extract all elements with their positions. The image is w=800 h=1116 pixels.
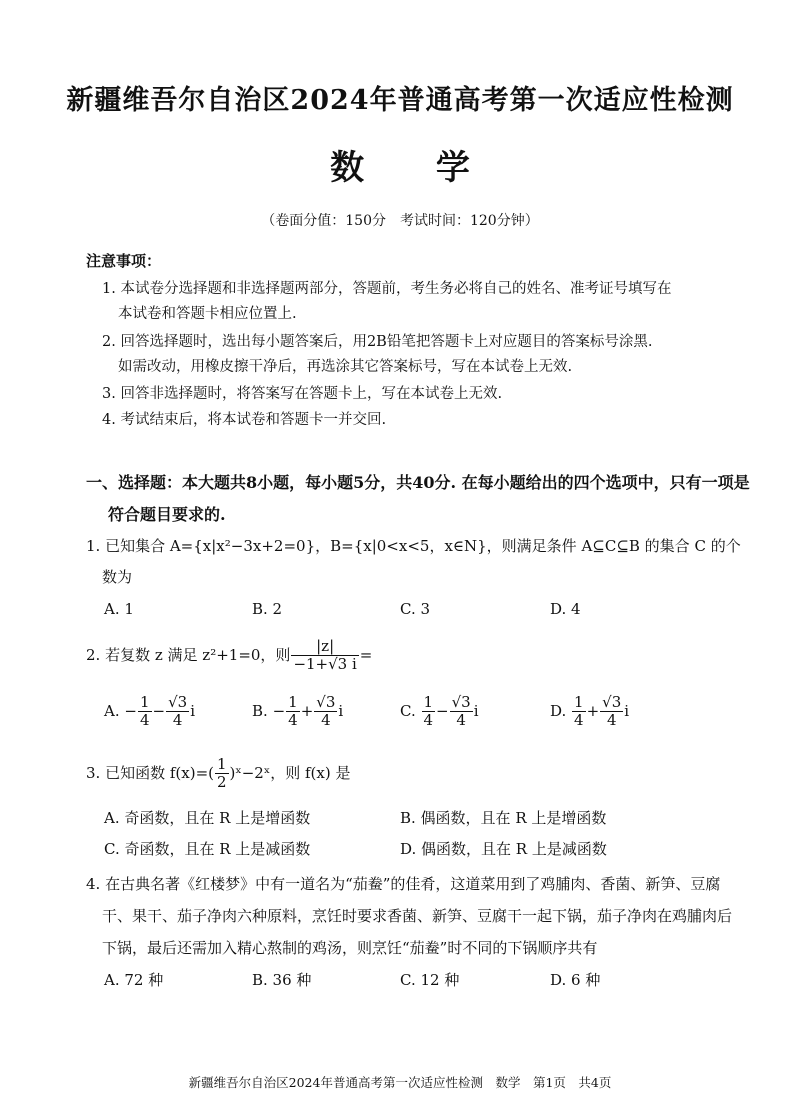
question-3-stem xyxy=(86,756,350,792)
q2-option-frac xyxy=(450,694,473,730)
imag-unit: i xyxy=(190,701,196,720)
q2-stem-text: 2. 若复数 z 满足 z²+1=0，则 xyxy=(86,645,291,664)
q2-option-c xyxy=(400,694,479,730)
q3-option-c: C. 奇函数，且在 R 上是减函数 xyxy=(104,840,311,858)
exam-meta: （卷面分值：150分 考试时间：120分钟） xyxy=(261,213,539,229)
q2-option-label: D. xyxy=(550,701,567,720)
notice-item: 2. 回答选择题时，选出每小题答案后，用2B铅笔把答题卡上对应题目的答案标号涂黑. xyxy=(102,334,653,350)
imag-unit: i xyxy=(473,701,479,720)
q2-frac-num: |z| xyxy=(291,638,358,656)
q2-frac-den: −1+√3 i xyxy=(293,655,357,674)
q2-option-op: + xyxy=(586,701,600,720)
frac-num: 1 xyxy=(288,693,298,711)
frac-den: 4 xyxy=(321,711,331,730)
q2-option-a xyxy=(104,694,195,730)
q2-option-frac xyxy=(600,694,623,730)
q3-option-b: B. 偶函数，且在 R 上是增函数 xyxy=(400,809,607,827)
exam-title: 新疆维吾尔自治区2024年普通高考第一次适应性检测 xyxy=(66,85,734,116)
frac-den: 4 xyxy=(139,711,150,730)
q2-option-frac xyxy=(422,694,436,730)
q3-option-a: A. 奇函数，且在 R 上是增函数 xyxy=(104,809,311,827)
notice-heading: 注意事项： xyxy=(86,252,162,270)
frac-num: √3 xyxy=(451,693,471,711)
notice-item: 4. 考试结束后，将本试卷和答题卡一并交回. xyxy=(102,412,387,428)
question-1-stem: 1. 已知集合 A={x|x²−3x+2=0}，B={x|0<x<5，x∈N}，则满足条件 A⊆C⊆B 的集合 C 的个 xyxy=(86,537,741,555)
notice-item: 如需改动，用橡皮擦干净后，再选涂其它答案标号，写在本试卷上无效. xyxy=(118,359,573,375)
q1-option-a: A. 1 xyxy=(104,600,134,618)
q2-option-frac xyxy=(314,694,337,730)
subject-title: 数 学 xyxy=(330,148,500,188)
section-heading-cont: 符合题目要求的. xyxy=(108,505,226,524)
q3-option-d: D. 偶函数，且在 R 上是减函数 xyxy=(400,840,607,858)
q3-fraction xyxy=(215,756,229,792)
notice-item: 3. 回答非选择题时，将答案写在答题卡上，写在本试卷上无效. xyxy=(102,386,503,402)
q2-option-frac xyxy=(286,694,300,730)
frac-den: 4 xyxy=(172,711,183,730)
frac-den: 4 xyxy=(423,711,434,730)
q4-option-a: A. 72 种 xyxy=(104,971,164,989)
q1-option-b: B. 2 xyxy=(252,600,283,618)
q4-option-b: B. 36 种 xyxy=(252,971,312,989)
q2-option-frac xyxy=(572,694,586,730)
q3-frac-num: 1 xyxy=(216,755,227,773)
q2-option-op: − xyxy=(152,701,166,720)
q3-frac-den: 2 xyxy=(216,773,227,792)
q2-option-label: C. xyxy=(400,701,416,720)
q1-option-d: D. 4 xyxy=(550,600,581,618)
q2-option-op: + xyxy=(300,701,314,720)
frac-num: √3 xyxy=(168,693,188,711)
q2-option-frac xyxy=(166,694,189,730)
q2-stem-tail: = xyxy=(359,645,373,664)
frac-num: √3 xyxy=(602,693,622,711)
q2-option-sign: − xyxy=(272,701,286,720)
frac-num: √3 xyxy=(316,693,336,711)
q2-option-label: B. xyxy=(252,701,268,720)
question-4-stem: 4. 在古典名著《红楼梦》中有一道名为“茄鲞”的佳肴，这道菜用到了鸡脯肉、香菌、新笋、豆腐 xyxy=(86,875,721,893)
question-4-stem-cont: 下锅，最后还需加入精心熬制的鸡汤，则烹饪“茄鲞”时不同的下锅顺序共有 xyxy=(102,939,598,957)
frac-den: 4 xyxy=(456,711,466,730)
notice-item: 1. 本试卷分选择题和非选择题两部分，答题前，考生务必将自己的姓名、准考证号填写在 xyxy=(102,281,672,297)
q2-fraction xyxy=(291,638,358,674)
q2-option-b xyxy=(252,694,343,730)
q2-option-frac xyxy=(138,694,152,730)
q4-option-d: D. 6 种 xyxy=(550,971,601,989)
q4-option-c: C. 12 种 xyxy=(400,971,460,989)
question-1-stem-cont: 数为 xyxy=(102,568,133,586)
frac-num: 1 xyxy=(423,693,434,711)
frac-den: 4 xyxy=(606,711,617,730)
q2-option-sign: − xyxy=(124,701,137,720)
question-2-stem xyxy=(86,638,372,674)
q3-stem-b: )ˣ−2ˣ，则 f(x) 是 xyxy=(229,763,351,782)
page-footer: 新疆维吾尔自治区2024年普通高考第一次适应性检测 数学 第1页 共4页 xyxy=(188,1075,612,1090)
section-heading: 一、选择题：本大题共8小题，每小题5分，共40分. 在每小题给出的四个选项中，只有一项是 xyxy=(86,473,750,492)
frac-num: 1 xyxy=(574,693,584,711)
q3-stem-a: 3. 已知函数 f(x)=( xyxy=(86,763,214,782)
question-4-stem-cont: 干、果干、茄子净肉六种原料，烹饪时要求香菌、新笋、豆腐干一起下锅，茄子净肉在鸡脯肉后 xyxy=(102,907,733,925)
frac-den: 4 xyxy=(574,711,584,730)
frac-num: 1 xyxy=(139,693,150,711)
imag-unit: i xyxy=(338,701,344,720)
q2-option-d xyxy=(550,694,629,730)
frac-den: 4 xyxy=(288,711,298,730)
q2-option-label: A. xyxy=(104,701,120,720)
notice-item: 本试卷和答题卡相应位置上. xyxy=(118,306,297,322)
q2-option-op: − xyxy=(436,701,449,720)
imag-unit: i xyxy=(624,701,630,720)
q1-option-c: C. 3 xyxy=(400,600,431,618)
